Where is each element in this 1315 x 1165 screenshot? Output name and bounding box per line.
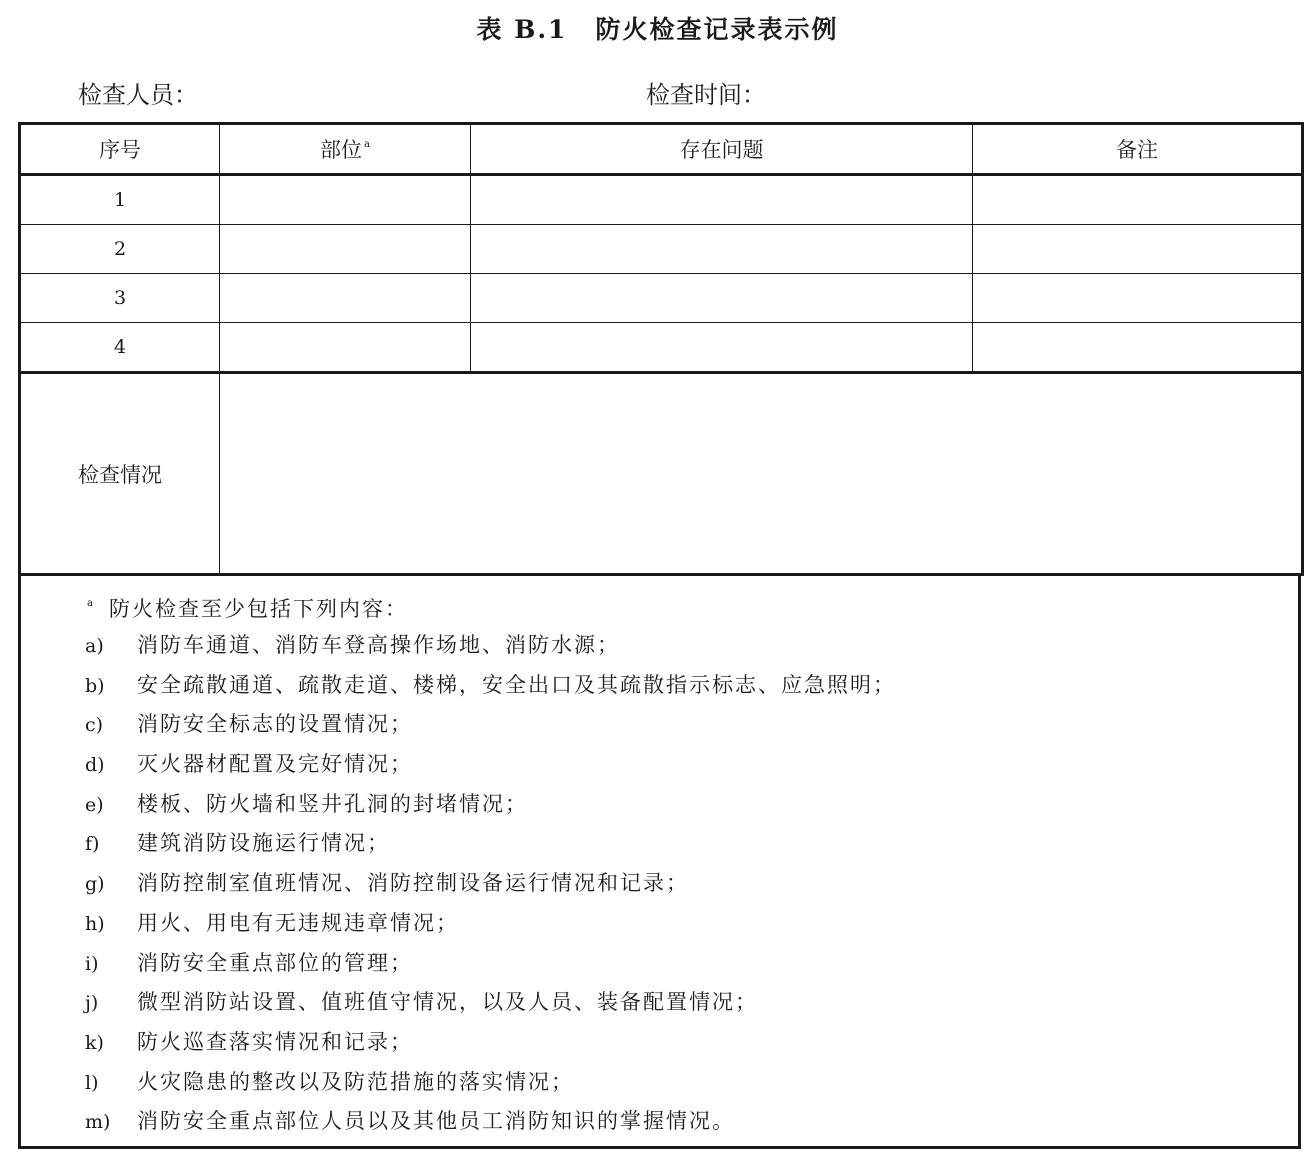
list-item [85, 631, 896, 671]
item-text: 微型消防站设置、值班值守情况，以及人员、装备配置情况； [137, 990, 758, 1015]
header-remark: 备注 [973, 124, 1303, 175]
item-text: 用火、用电有无违规违章情况； [137, 910, 459, 935]
item-text: 消防安全标志的设置情况； [137, 712, 413, 737]
cell-issue[interactable] [471, 274, 973, 323]
header-issue: 存在问题 [471, 124, 973, 175]
item-marker: c) [85, 714, 104, 737]
item-marker: f) [85, 833, 100, 856]
item-marker: j) [85, 992, 99, 1015]
list-item [85, 1068, 896, 1108]
inspector-label: 检查人员： [78, 81, 198, 109]
cell-issue[interactable] [471, 323, 973, 373]
cell-remark[interactable] [973, 225, 1303, 274]
list-item [85, 869, 896, 909]
cell-seq: 3 [20, 274, 220, 323]
cell-seq: 1 [20, 175, 220, 225]
item-text: 消防控制室值班情况、消防控制设备运行情况和记录； [137, 871, 689, 896]
item-marker: g) [85, 873, 105, 896]
list-item [85, 988, 896, 1028]
footnote-marker: a [364, 139, 370, 150]
item-marker: l) [85, 1071, 99, 1094]
list-item [85, 790, 896, 830]
item-text: 火灾隐患的整改以及防范措施的落实情况； [137, 1069, 574, 1094]
cell-location[interactable] [220, 323, 471, 373]
item-marker: a) [85, 635, 104, 657]
inspection-record-table [18, 122, 1304, 576]
cell-location[interactable] [220, 175, 471, 225]
list-item [85, 750, 896, 790]
table-row [20, 274, 1303, 323]
item-text: 灭火器材配置及完好情况； [137, 752, 413, 777]
item-text: 安全疏散通道、疏散走道、楼梯，安全出口及其疏散指示标志、应急照明； [137, 672, 896, 697]
item-text: 消防安全重点部位的管理； [137, 950, 413, 975]
cell-seq: 4 [20, 323, 220, 373]
footnote-section [18, 573, 1301, 1149]
list-item [85, 829, 896, 869]
table-header-row [20, 124, 1303, 175]
cell-seq: 2 [20, 225, 220, 274]
table-row [20, 175, 1303, 225]
cell-remark[interactable] [973, 323, 1303, 373]
inspection-time-label: 检查时间： [646, 81, 766, 109]
cell-location[interactable] [220, 225, 471, 274]
footnote-marker: a [87, 598, 95, 609]
table-row [20, 323, 1303, 373]
list-item [85, 909, 896, 949]
cell-remark[interactable] [973, 274, 1303, 323]
item-marker: k) [85, 1031, 104, 1054]
item-text: 楼板、防火墙和竖井孔洞的封堵情况； [137, 791, 528, 816]
item-text: 消防车通道、消防车登高操作场地、消防水源； [137, 633, 620, 657]
item-text: 消防安全重点部位人员以及其他员工消防知识的掌握情况。 [137, 1109, 735, 1134]
table-row [20, 225, 1303, 274]
item-marker: b) [85, 674, 105, 697]
table-title-text: 防火检查记录表示例 [595, 15, 839, 44]
list-item [85, 710, 896, 750]
cell-remark[interactable] [973, 175, 1303, 225]
footnote-list [85, 631, 896, 1147]
footnote-intro-text: 防火检查至少包括下列内容： [108, 597, 408, 621]
list-item [85, 1028, 896, 1068]
item-text: 建筑消防设施运行情况； [137, 831, 390, 856]
list-item [85, 1107, 896, 1147]
situation-label: 检查情况 [20, 373, 220, 575]
cell-location[interactable] [220, 274, 471, 323]
footnote-intro [85, 593, 408, 623]
item-marker: h) [85, 912, 105, 935]
item-text: 防火巡查落实情况和记录； [137, 1029, 413, 1054]
item-marker: d) [85, 754, 105, 777]
cell-issue[interactable] [471, 225, 973, 274]
list-item [85, 671, 896, 711]
header-seq: 序号 [20, 124, 220, 175]
situation-value[interactable] [220, 373, 1303, 575]
situation-row [20, 373, 1303, 575]
header-location-text: 部位 [320, 138, 363, 162]
table-title [0, 10, 1315, 46]
item-marker: e) [85, 793, 104, 816]
table-number: 表 B.1 [476, 15, 568, 44]
list-item [85, 949, 896, 989]
header-location [220, 124, 471, 175]
item-marker: m) [85, 1111, 111, 1134]
item-marker: i) [85, 952, 99, 975]
cell-issue[interactable] [471, 175, 973, 225]
